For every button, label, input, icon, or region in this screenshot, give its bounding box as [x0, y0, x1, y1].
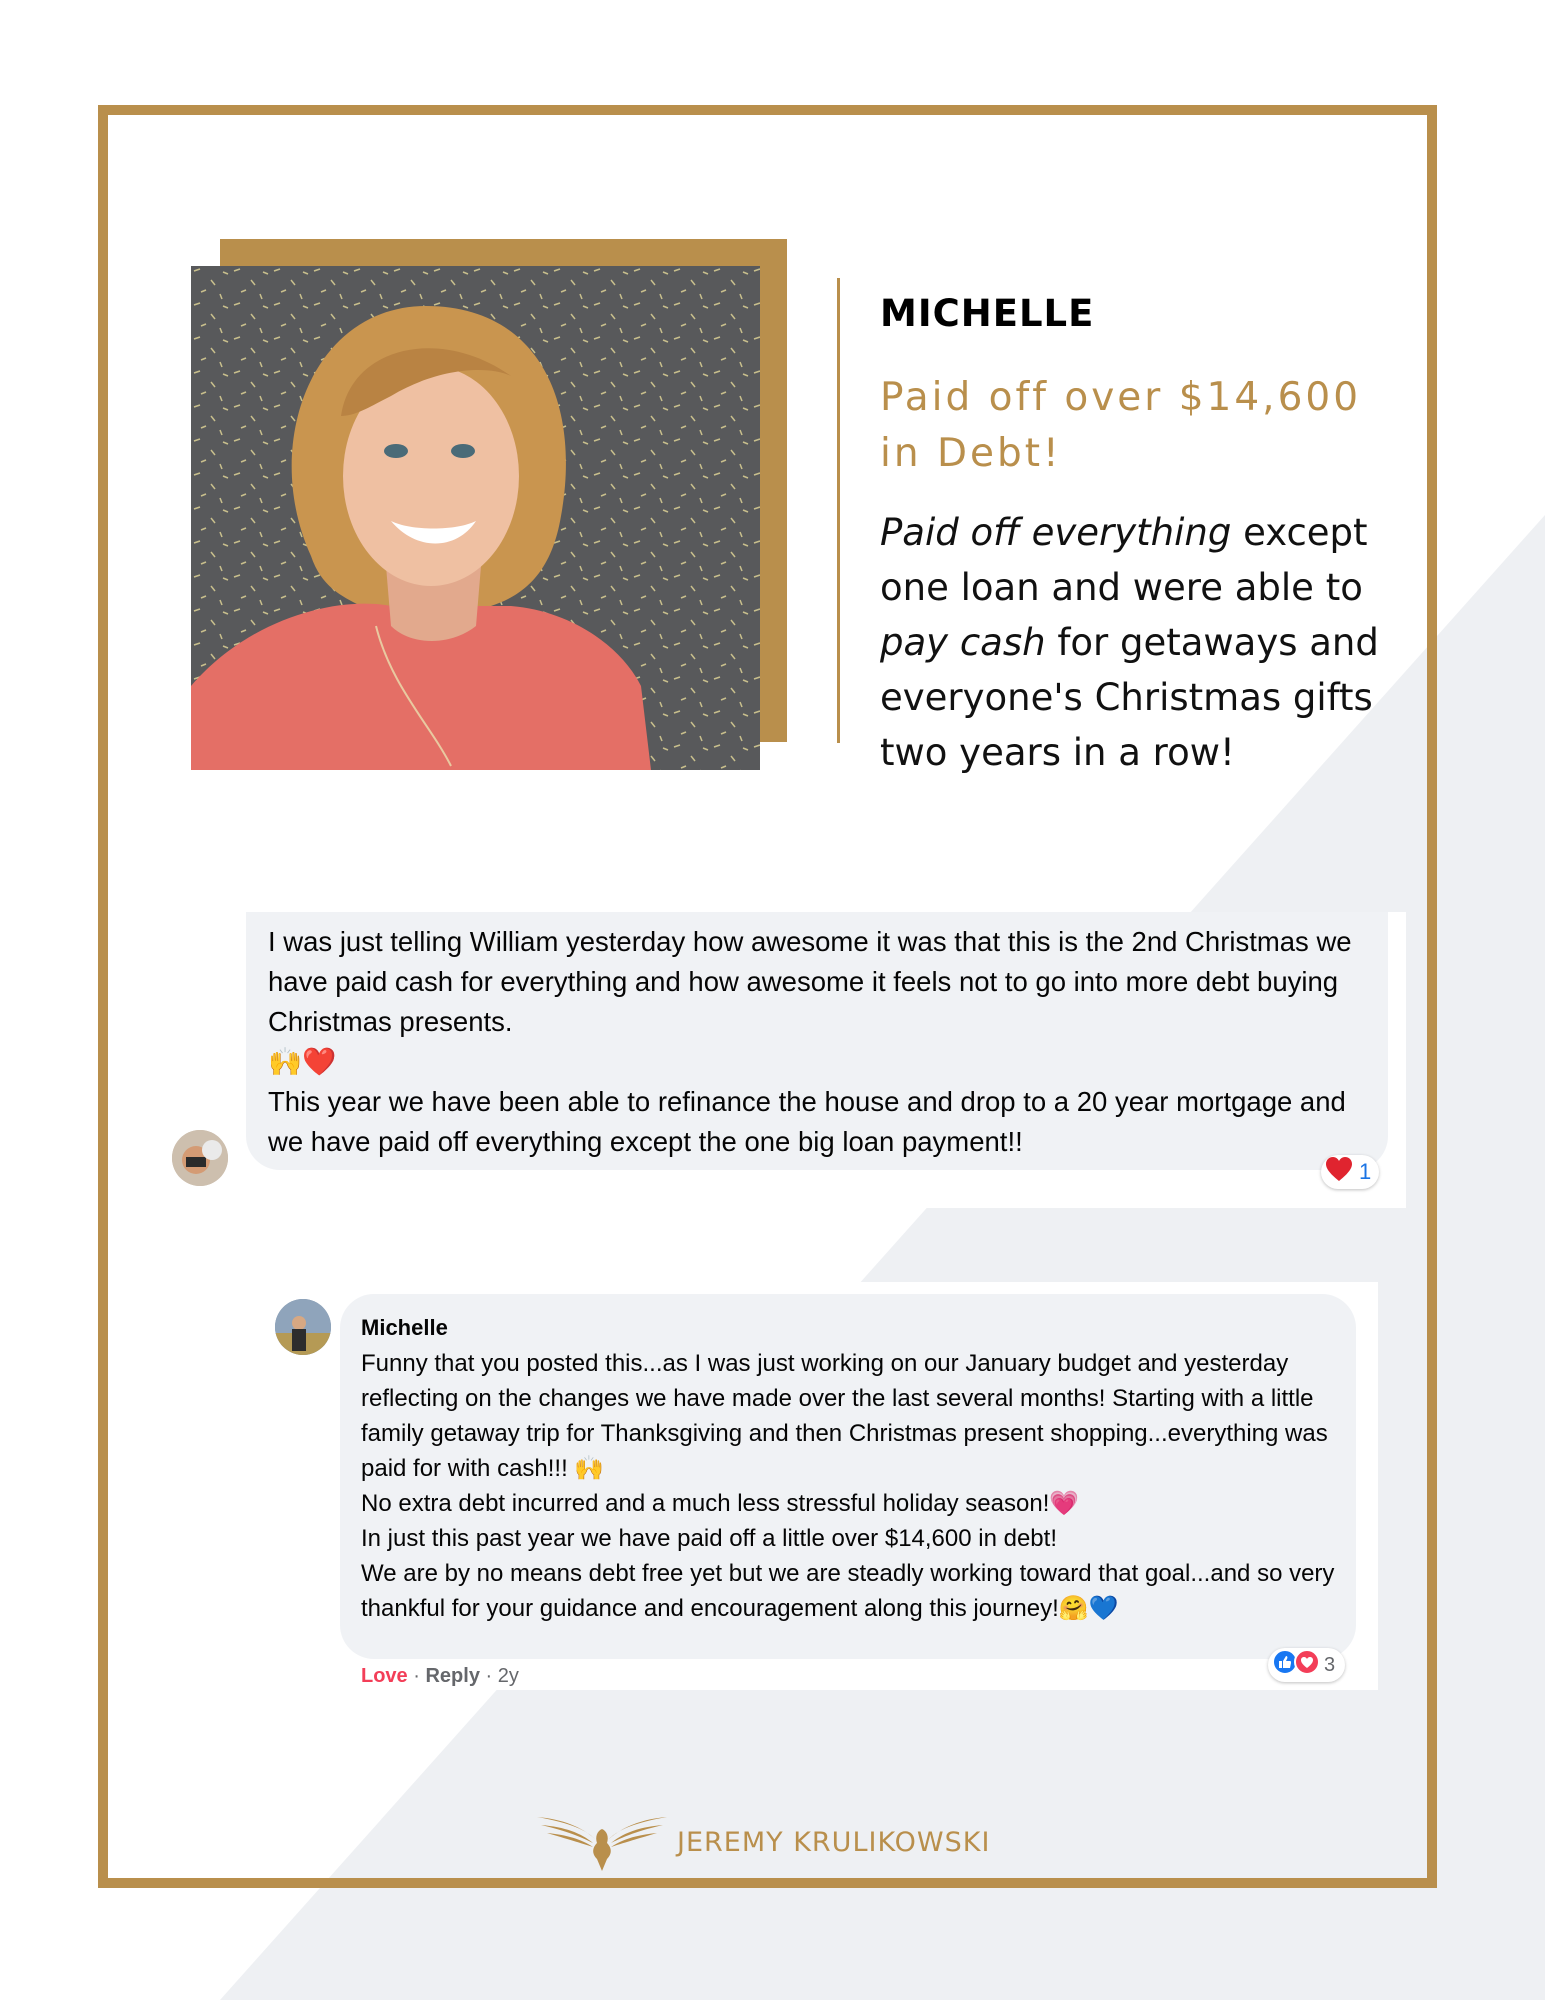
comment-text: I was just telling William yesterday how awesome it was that this is the 2nd Christmas we have paid cash for everything and how awesome it feels not to go into more debt buying Christmas presents. — [268, 926, 1352, 1037]
description-text: except one loan and were able to — [880, 511, 1368, 609]
reply-action-link[interactable]: Reply — [425, 1665, 480, 1687]
commenter-avatar[interactable] — [275, 1299, 331, 1355]
comment-screenshot-2 — [340, 1282, 1378, 1690]
separator: · — [413, 1665, 420, 1687]
comment-text: Funny that you posted this...as I was just working on our January budget and yesterday reflecting on the changes we have made over the last several months! Starting with a little family getaway trip for Thanksgiving and then Christmas present shopping...everything was paid for with cash!!! 🙌 — [361, 1350, 1328, 1482]
comment-actions — [361, 1665, 519, 1688]
description-emphasis: pay cash — [880, 621, 1046, 664]
commenter-avatar[interactable] — [172, 1130, 228, 1186]
description — [880, 505, 1400, 780]
emoji-line: 🙌❤️ — [268, 1046, 337, 1077]
comment-author[interactable]: Michelle — [361, 1315, 448, 1340]
reaction-count[interactable] — [1321, 1155, 1379, 1189]
comment-text: No extra debt incurred and a much less stressful holiday season!💗 — [361, 1490, 1080, 1517]
love-reaction-icon — [1294, 1649, 1320, 1681]
reaction-count[interactable] — [1268, 1648, 1345, 1682]
description-text: for getaways and everyone's Christmas gifts two years in a row! — [880, 621, 1379, 774]
comment-text: In just this past year we have paid off a little over $14,600 in debt! — [361, 1525, 1057, 1552]
eagle-logo-icon — [537, 1809, 667, 1876]
headline: Paid off over $14,600 in Debt! — [880, 375, 1362, 476]
description-emphasis: Paid off everything — [880, 511, 1232, 554]
separator: · — [485, 1665, 493, 1687]
heart-reaction-icon — [1325, 1156, 1353, 1188]
comment-bubble — [246, 912, 1388, 1170]
comment-timestamp[interactable]: 2y — [497, 1665, 519, 1687]
vertical-divider — [837, 278, 840, 743]
comment-screenshot-1 — [246, 912, 1406, 1208]
comment-bubble — [340, 1294, 1356, 1659]
reaction-count-value: 1 — [1359, 1159, 1372, 1184]
brand-logo — [537, 1810, 990, 1874]
person-name: MICHELLE — [880, 292, 1095, 335]
comment-text: We are by no means debt free yet but we are steadly working toward that goal...and so very thankful for your guidance and encouragement along this journey!🤗💙 — [361, 1560, 1335, 1622]
reaction-count-value: 3 — [1324, 1653, 1336, 1676]
profile-photo — [191, 266, 760, 770]
love-action-link[interactable]: Love — [361, 1665, 408, 1687]
comment-text: This year we have been able to refinance the house and drop to a 20 year mortgage and we have paid off everything except the one big loan payment!! — [268, 1086, 1346, 1157]
brand-name: JEREMY KRULIKOWSKI — [677, 1826, 991, 1858]
